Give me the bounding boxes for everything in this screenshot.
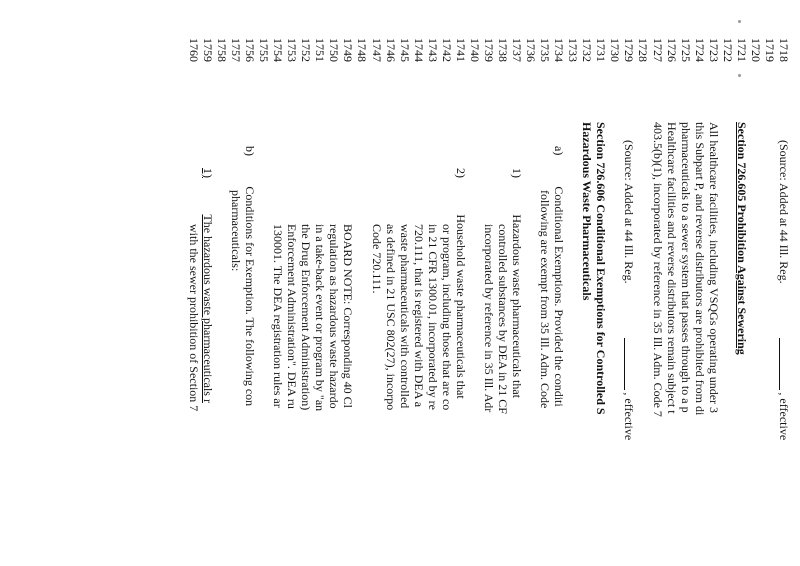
line-number: 1758: [215, 38, 229, 62]
line-number: 1731: [594, 38, 609, 62]
line-number: 1742: [439, 38, 454, 62]
line-number: 1756: [243, 38, 258, 62]
line-text: Code 720.111.: [369, 224, 384, 294]
line-number: 1747: [369, 38, 384, 62]
line-number: 1746: [383, 38, 398, 62]
line-number: 1738: [496, 38, 510, 62]
line-text: Section 726.606 Conditional Exemptions for Controlled S: [594, 122, 609, 415]
document-line: [258, 0, 270, 566]
document-line: [300, 0, 312, 566]
document-line: [666, 0, 678, 566]
line-number: 1755: [257, 38, 272, 62]
fill-in-blank: [622, 338, 635, 390]
line-text: a): [552, 146, 567, 156]
document-line: [609, 0, 621, 566]
line-text: 2): [453, 168, 468, 178]
line-text: Hazardous Waste Pharmaceuticals: [580, 122, 595, 301]
line-number: 1730: [608, 38, 623, 62]
line-number: 1760: [186, 38, 201, 62]
scan-speck: [738, 74, 741, 77]
line-text: pharmaceuticals:: [229, 190, 244, 272]
line-number: 1745: [397, 38, 412, 62]
line-number: 1736: [524, 38, 539, 62]
line-text: 1): [510, 168, 525, 178]
line-text: following are exempt from 35 Ill. Adm. Code: [538, 190, 553, 409]
document-line: [328, 0, 340, 566]
line-text: Healthcare facilities and reverse distributors remain subject t: [664, 122, 679, 414]
line-number: 1729: [622, 38, 637, 62]
line-number: 1718: [777, 38, 791, 62]
line-text: Household waste pharmaceuticals that: [453, 214, 468, 399]
document-line: [595, 0, 607, 566]
document-line: [314, 0, 326, 566]
line-number: 1737: [510, 38, 525, 62]
line-text: 1): [200, 168, 215, 178]
line-number: 1752: [299, 38, 314, 62]
line-text: , effective: [622, 392, 637, 441]
line-text: (Source: Added at 44 Ill. Reg.: [622, 140, 637, 284]
line-number: 1721: [734, 38, 749, 62]
line-number: 1759: [200, 38, 215, 62]
line-number: 1744: [411, 38, 426, 62]
line-number: 1728: [636, 38, 651, 62]
line-number: 1739: [481, 38, 496, 62]
document-line: [216, 0, 228, 566]
document-line: [455, 0, 467, 566]
line-text: Conditions for Exemption. The following con: [243, 186, 258, 407]
line-number: 1743: [425, 38, 440, 62]
line-text: 403.5(b)(1), incorporated by reference in 35 Ill. Adm. Code 7: [650, 122, 665, 417]
document-line: [244, 0, 256, 566]
document-line: [202, 0, 214, 566]
document-line: [385, 0, 397, 566]
line-text: Enforcement Administration". DEA ru: [285, 224, 300, 409]
document-line: [413, 0, 425, 566]
document-line: [497, 0, 509, 566]
line-number: 1757: [229, 38, 244, 62]
document-line: [441, 0, 453, 566]
document-line: [736, 0, 748, 566]
line-text: incorporated by reference in 35 Ill. Adr: [481, 224, 496, 413]
line-text: as defined in 21 USC 802(27), incorpo: [383, 224, 398, 411]
document-line: [764, 0, 776, 566]
line-text: pharmaceuticals to a sewer system that passes through to a p: [678, 122, 693, 413]
scan-speck: [738, 20, 741, 23]
line-text: in 21 CFR 1300.01, incorporated by re: [425, 224, 440, 410]
line-number: 1726: [664, 38, 679, 62]
line-text: controlled substances by DEA in 21 CF: [496, 224, 510, 414]
line-text: All healthcare facilities, including VSQGs operating under 3: [706, 122, 721, 414]
document-line: [623, 0, 635, 566]
document-line: [342, 0, 354, 566]
document-line: [680, 0, 692, 566]
document-line: [638, 0, 650, 566]
line-text: or program, including those that are co: [439, 224, 454, 411]
document-line: [357, 0, 369, 566]
line-number: 1723: [706, 38, 721, 62]
document-line: [581, 0, 593, 566]
line-number: 1754: [271, 38, 286, 62]
document-line: [652, 0, 664, 566]
line-number: 1722: [720, 38, 735, 62]
document-line: [230, 0, 242, 566]
document-line: [427, 0, 439, 566]
line-number: 1734: [552, 38, 567, 62]
document-line: [750, 0, 762, 566]
line-number: 1740: [467, 38, 482, 62]
line-text: waste pharmaceuticals with controlled: [397, 224, 412, 409]
document-line: [567, 0, 579, 566]
line-text: in a take-back event or program by "an: [313, 224, 328, 412]
line-number: 1750: [327, 38, 342, 62]
line-text: b): [243, 146, 258, 156]
line-number: 1732: [580, 38, 595, 62]
document-line: [525, 0, 537, 566]
line-text: 130001. The DEA registration rules ar: [271, 224, 286, 408]
line-text: with the sewer prohibition of Section 7: [186, 224, 201, 412]
line-text: Conditional Exemptions. Provided the conditi: [552, 186, 567, 407]
line-number: 1735: [538, 38, 553, 62]
fill-in-blank: [777, 338, 790, 390]
line-number: 1719: [762, 38, 777, 62]
line-text: BOARD NOTE: Corresponding 40 Cl: [341, 224, 356, 408]
document-line: [188, 0, 200, 566]
line-number: 1741: [453, 38, 468, 62]
document-line: [371, 0, 383, 566]
document-line: [708, 0, 720, 566]
document-line: [483, 0, 495, 566]
line-text: (Source: Added at 44 Ill. Reg.: [777, 140, 791, 284]
line-text: this Subpart P, and reverse distributors are prohibited from di: [692, 122, 707, 416]
line-text: Section 726.605 Prohibition Against Sewering: [734, 122, 749, 355]
line-number: 1727: [650, 38, 665, 62]
line-text: Hazardous waste pharmaceuticals that: [510, 214, 525, 398]
document-line: [272, 0, 284, 566]
document-line: [469, 0, 481, 566]
document-line: [399, 0, 411, 566]
line-number: 1720: [748, 38, 763, 62]
line-number: 1748: [355, 38, 370, 62]
document-line: [511, 0, 523, 566]
document-line: [553, 0, 565, 566]
line-text: regulation as hazardous waste hazardo: [327, 224, 342, 409]
line-number: 1733: [566, 38, 581, 62]
line-number: 1749: [341, 38, 356, 62]
document-line: [778, 0, 790, 566]
line-text: , effective: [777, 392, 791, 441]
line-number: 1725: [678, 38, 693, 62]
line-number: 1724: [692, 38, 707, 62]
line-number: 1751: [313, 38, 328, 62]
line-number: 1753: [285, 38, 300, 62]
document-line: [694, 0, 706, 566]
line-text: the Drug Enforcement Administration): [299, 224, 314, 411]
line-text: 720.111, that is registered with DEA a: [411, 224, 426, 408]
document-line: [286, 0, 298, 566]
document-line: [722, 0, 734, 566]
document-line: [539, 0, 551, 566]
line-text: The hazardous waste pharmaceuticals r: [200, 214, 215, 403]
